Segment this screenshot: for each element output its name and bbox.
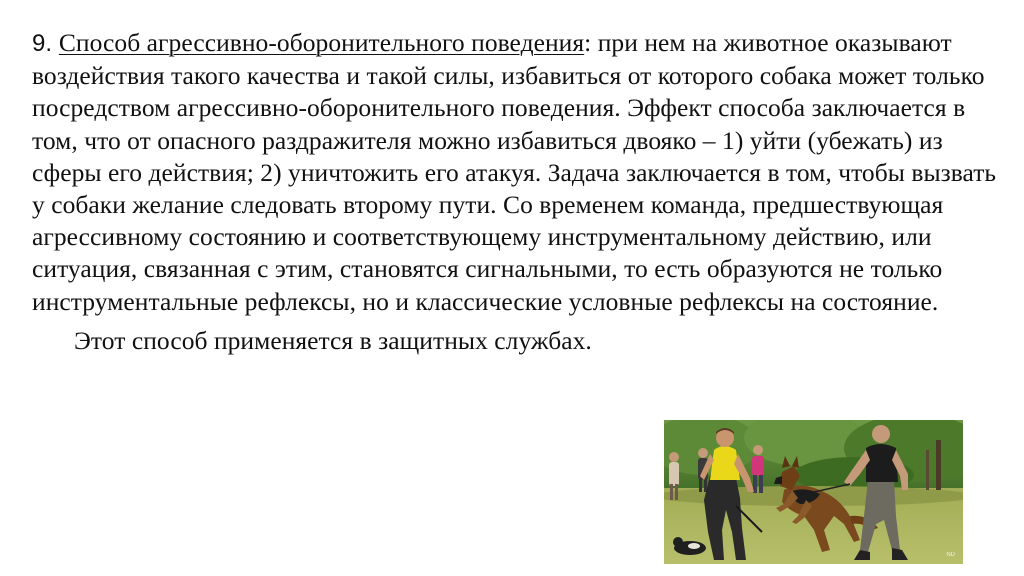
method-definition: : при нем на животное оказывают воздействия такого качества и такой силы, избавиться от которого собака может только посредством агрессивно-оборонительного поведения. Эффект способа заключается в том, что от опасного раздражителя можно избавиться двояко – 1) уйти (убежать) из сферы его действия; 2) уничтожить его атакуя. Задача заключается в том, чтобы вызвать у собаки желание следовать второму пути. Со временем команда, предшествующая агрессивному состоянию и соответствующему инструментальному действию, или ситуация, связанная с этим, становятся сигнальными, то есть образуются не только инструментальные рефлексы, но и классические условные рефлексы на состояние. (32, 28, 997, 316)
item-number: 9. (32, 30, 59, 57)
method-term: Способ агрессивно-оборонительного поведения (58, 28, 585, 57)
photo-credit: ND (946, 552, 955, 558)
dog-training-photo (664, 420, 963, 564)
method-paragraph (32, 27, 997, 318)
slide-text (32, 27, 997, 357)
application-paragraph: Этот способ применяется в защитных службах. (74, 325, 592, 355)
